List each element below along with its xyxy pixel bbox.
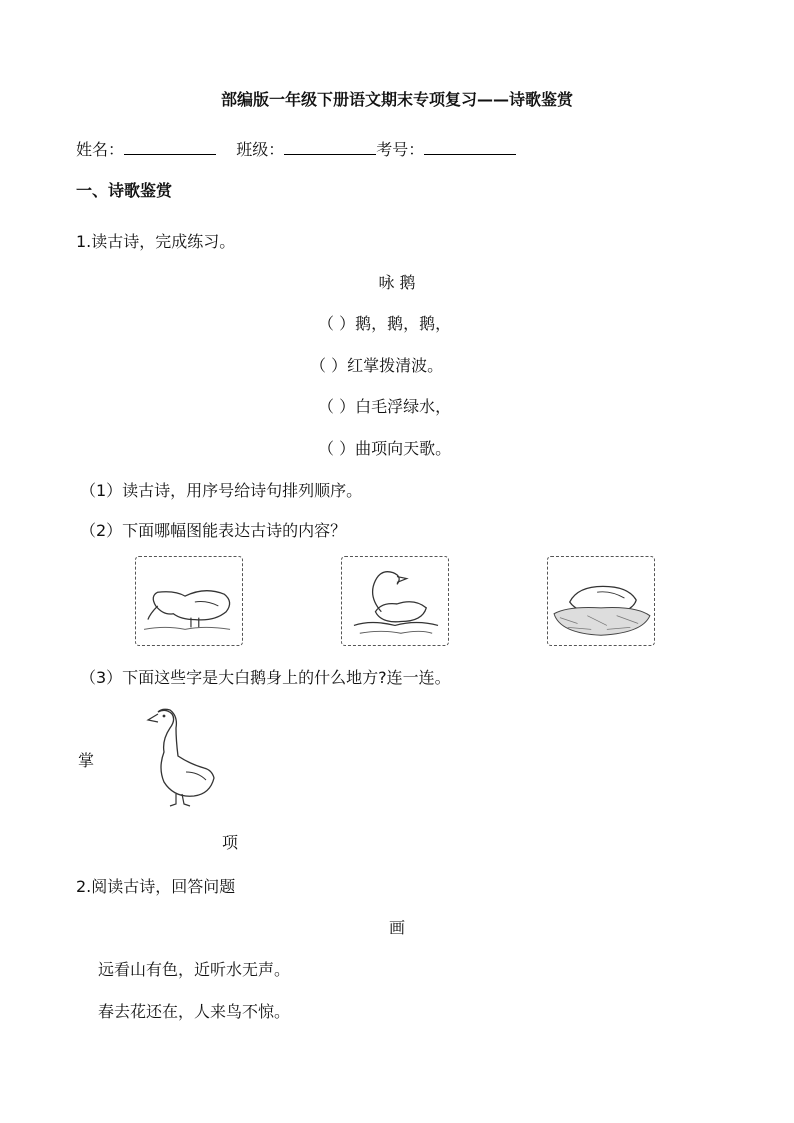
poem-2-line-2: 春去花还在，人来鸟不惊。: [98, 1002, 291, 1021]
poem-1-line-3: （ ）白毛浮绿水，: [318, 397, 452, 416]
section-heading: 一、诗歌鉴赏: [76, 181, 173, 200]
poem-1-line-2: （ ）红掌拨清波。: [310, 356, 444, 375]
question-1-sub-2: （2）下面哪幅图能表达古诗的内容？: [80, 521, 347, 540]
goose-eating-icon: [136, 557, 242, 645]
option-image-goose-nest[interactable]: [547, 556, 655, 646]
question-1-sub-3: （3）下面这些字是大白鹅身上的什么地方?连一连。: [80, 668, 451, 687]
goose-icon: [140, 706, 222, 810]
poem-2-line-1: 远看山有色，近听水无声。: [98, 960, 291, 979]
option-image-goose-eating[interactable]: [135, 556, 243, 646]
question-1-prompt: 1.读古诗，完成练习。: [76, 232, 236, 251]
poem-1-title: 咏 鹅: [378, 273, 416, 292]
goose-nest-icon: [548, 557, 654, 645]
exam-label: 考号：: [376, 140, 425, 159]
name-blank[interactable]: [124, 140, 216, 155]
option-image-goose-swimming[interactable]: [341, 556, 449, 646]
name-label: 姓名：: [76, 140, 125, 159]
question-1-sub-1: （1）读古诗，用序号给诗句排列顺序。: [80, 481, 363, 500]
poem-2-title: 画: [388, 918, 405, 937]
class-blank[interactable]: [284, 140, 376, 155]
exam-blank[interactable]: [424, 140, 516, 155]
word-zhang[interactable]: 掌: [78, 751, 95, 770]
page-title: 部编版一年级下册语文期末专项复习——诗歌鉴赏: [220, 90, 573, 109]
question-2-prompt: 2.阅读古诗，回答问题: [76, 877, 236, 896]
class-label: 班级：: [236, 140, 285, 159]
poem-1-line-1: （ ）鹅，鹅，鹅，: [318, 314, 452, 333]
student-info-row: [76, 137, 516, 160]
goose-drawing: [140, 706, 222, 810]
word-xiang[interactable]: 项: [222, 833, 239, 852]
goose-swimming-icon: [342, 557, 448, 645]
poem-1-line-4: （ ）曲项向天歌。: [318, 439, 452, 458]
